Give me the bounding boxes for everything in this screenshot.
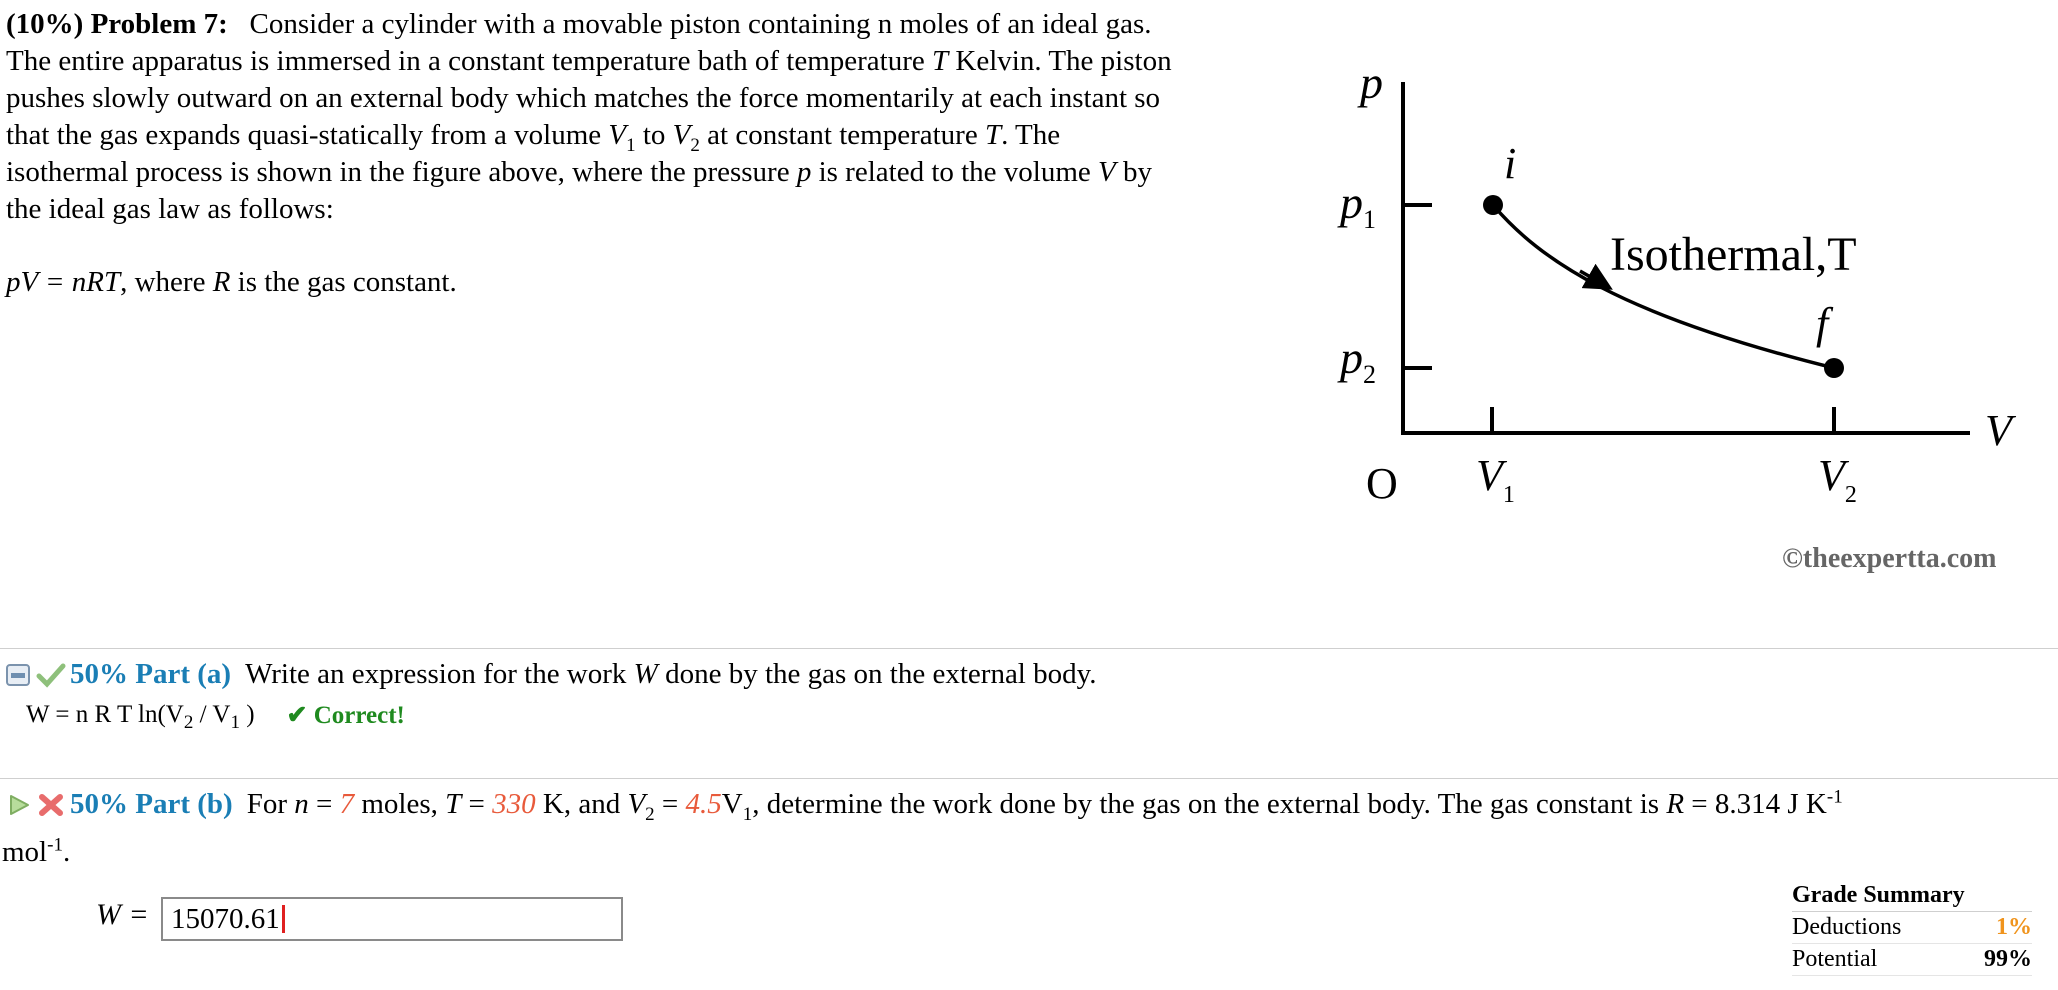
problem-text: The entire apparatus is immersed in a constant temperature bath of temperature bbox=[6, 45, 933, 77]
axis-label-V: V bbox=[1985, 406, 2012, 455]
answer-expression: W = n R T $\ln(V_2 / V_1$ ) bbox=[26, 701, 255, 733]
text-caret bbox=[282, 905, 285, 933]
origin-label: O bbox=[1366, 459, 1398, 508]
subscript: 1 bbox=[626, 134, 636, 156]
potential-row bbox=[1792, 944, 2032, 976]
ideal-gas-equation: pV = nRT bbox=[6, 266, 121, 298]
p1-label: $p_1$ bbox=[1340, 177, 1376, 234]
deductions-row bbox=[1792, 912, 2032, 944]
part-a bbox=[0, 658, 2058, 733]
deductions-label: Deductions bbox=[1792, 914, 1902, 940]
p2-label: $p_2$ bbox=[1340, 332, 1376, 389]
part-a-answer bbox=[26, 700, 405, 733]
divider bbox=[0, 778, 2058, 779]
var-V: V bbox=[1098, 156, 1116, 188]
problem-text: is related to the volume bbox=[811, 156, 1099, 188]
answer-label: W = bbox=[96, 898, 149, 931]
problem-text: isothermal process is shown in the figure above, where the pressure bbox=[6, 156, 797, 188]
point-i-label: i bbox=[1504, 139, 1517, 188]
problem-text: that the gas expands quasi-statically from a volume bbox=[6, 119, 609, 151]
point-i-dot bbox=[1483, 195, 1503, 215]
part-b-question: For n = 7 moles, T = 330 K, and $V_2 = 4.5V_1$, determine the work done by the gas on the external body. The gas constant is R = 8.314 J $K^{-1}$ bbox=[246, 786, 1843, 825]
var-p: p bbox=[796, 156, 812, 188]
problem-text: pushes slowly outward on an external body which matches the force momentarily at each instant so bbox=[6, 82, 1161, 114]
var-T: T bbox=[984, 119, 1002, 151]
problem-text: is the gas constant. bbox=[230, 266, 457, 298]
potential-value: 99% bbox=[1984, 946, 2032, 972]
potential-label: Potential bbox=[1792, 946, 1878, 972]
part-a-weight: 50% Part (a) bbox=[70, 658, 232, 690]
problem-text: to bbox=[635, 119, 673, 151]
input-value: 15070.61 bbox=[171, 902, 280, 935]
problem-text: Kelvin. The piston bbox=[948, 45, 1172, 77]
grade-summary bbox=[1792, 882, 2032, 976]
var-R: R bbox=[212, 266, 231, 298]
axis-label-p: p bbox=[1360, 57, 1383, 108]
play-arrow-icon[interactable] bbox=[6, 792, 32, 818]
problem-text: Consider a cylinder with a movable piston containing n moles of an ideal gas. bbox=[249, 8, 1152, 40]
problem-statement bbox=[6, 6, 1306, 301]
pv-diagram bbox=[1320, 40, 2040, 510]
incorrect-x-icon bbox=[36, 792, 66, 818]
grade-summary-title: Grade Summary bbox=[1792, 882, 2032, 912]
problem-text: , where bbox=[120, 266, 213, 298]
watermark-credit: ©theexpertta.com bbox=[1782, 543, 1997, 574]
var-V: V bbox=[608, 119, 627, 151]
problem-text: by bbox=[1115, 156, 1153, 188]
part-b-weight: 50% Part (b) bbox=[70, 788, 233, 820]
v1-label: $V_1$ bbox=[1476, 451, 1515, 508]
problem-text: at constant temperature bbox=[699, 119, 985, 151]
correct-status: ✔ Correct! bbox=[286, 702, 405, 729]
v2-label: $V_2$ bbox=[1818, 451, 1857, 508]
checkmark-icon bbox=[36, 662, 66, 688]
divider bbox=[0, 648, 2058, 649]
given-T: 330 bbox=[492, 788, 536, 820]
hint-box-icon[interactable] bbox=[6, 662, 32, 688]
given-V2: 4.5 bbox=[685, 788, 722, 820]
problem-title: Problem 7: bbox=[90, 8, 228, 40]
curve-label: Isothermal,T bbox=[1610, 228, 1857, 281]
given-n: 7 bbox=[339, 788, 355, 820]
problem-weight: (10%) bbox=[6, 8, 84, 40]
var-V: V bbox=[672, 119, 691, 151]
var-T: T bbox=[932, 45, 949, 77]
point-f-label: f bbox=[1816, 299, 1829, 348]
subscript: 2 bbox=[690, 134, 700, 156]
deductions-value: 1% bbox=[1996, 914, 2032, 940]
problem-text: the ideal gas law as follows: bbox=[6, 193, 334, 225]
part-b-question-cont: mol$^{-1}$. bbox=[2, 834, 71, 868]
work-answer-input[interactable] bbox=[161, 897, 623, 941]
problem-text: . The bbox=[1001, 119, 1061, 151]
point-f-dot bbox=[1824, 358, 1844, 378]
part-a-question: Write an expression for the work W done by the gas on the external body. bbox=[245, 658, 1097, 690]
